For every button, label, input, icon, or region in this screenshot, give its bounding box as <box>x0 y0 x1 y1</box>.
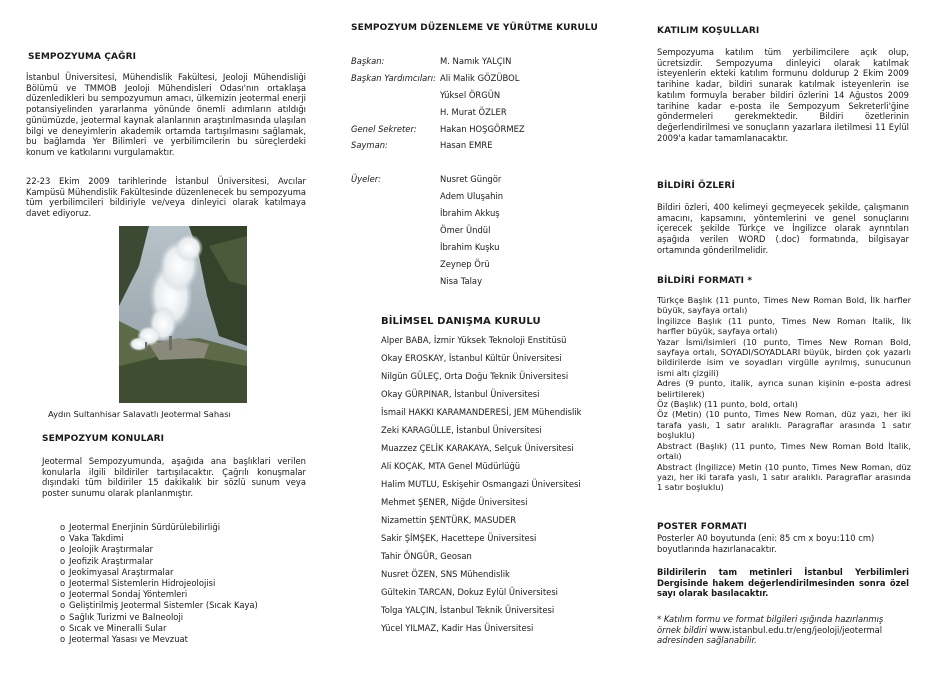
format-heading: BİLDİRİ FORMATI * <box>657 276 753 286</box>
ozler-paragraph: Bildiri özleri, 400 kelimeyi geçmeyecek şekilde, çalışmanın amacını, kapsamını, yöntemlerini ve genel sonuçlarını içerecek şekilde Türkçe ve İngilizce olarak ayrıntıları aşağıda verilen WORD (.doc) formatında, bilgisayar ortamında gönderilmelidir. <box>657 202 909 255</box>
advisor-item: Tahir ÖNGÜR, Geosan <box>381 551 472 561</box>
board-row: Zeynep Örü <box>440 259 490 269</box>
format-item: Abstract (İngilizce) Metin (10 punto, Times New Roman, düz yazı, her iki tarafa yaslı, 1 satır aralıklı. Paragraflar arasında 1 satır boşluklu) <box>657 461 911 493</box>
note-text: Katılım formu ve format bilgileri ışığında hazırlanmış örnek bildiri <box>657 614 884 635</box>
dergi-paragraph: Bildirilerin tam metinleri İstanbul Yerbilimleri Dergisinde hakem değerlendirilmesinden sonra özel sayı olarak basılacaktır. <box>657 567 909 599</box>
column-right <box>655 0 910 674</box>
format-item: İngilizce Başlık (11 punto, Times New Roman İtalik, İlk harfler büyük, sayfaya ortalı) <box>657 315 911 337</box>
advisor-item: Nizamettin ŞENTÜRK, MASUDER <box>381 515 517 525</box>
board-row: Ömer Ündül <box>440 225 491 235</box>
topic-item: o Sıcak ve Mineralli Sular <box>60 622 167 633</box>
cagri-paragraph-2: 22-23 Ekim 2009 tarihlerinde İstanbul Üniversitesi, Avcılar Kampüsü Mühendislik Fakültesinde düzenlenecek bu sempozyuma tüm yerbilimcileri bildiriyle ve/veya dinleyici olarak katılmaya davet ediyoruz. <box>26 176 306 219</box>
format-item: Öz (Başlık) (11 punto, bold, ortalı) <box>657 399 798 410</box>
format-item: Türkçe Başlık (11 punto, Times New Roman Bold, İlk harfler büyük, sayfaya ortalı) <box>657 295 911 316</box>
format-item: Yazar İsmi/İsimleri (10 punto, Times New Roman Bold, sayfaya ortalı, SOYADI/SOYADLARI büyük, birden çok yazarlı bildirilerde isim ve soyadları virgülle ayrılmış, sunucunun ismi altı çizgili) <box>657 336 911 378</box>
advisor-item: Ali KOÇAK, MTA Genel Müdürlüğü <box>381 461 521 471</box>
format-item: Abstract (Başlık) (11 punto, Times New Roman Bold İtalik, ortalı) <box>657 440 911 462</box>
column-left <box>26 0 306 674</box>
poster-paragraph: Posterler A0 boyutunda (eni: 85 cm x boyu:110 cm) boyutlarında hazırlanacaktır. <box>657 533 875 554</box>
advisor-item: Yücel YILMAZ, Kadir Has Üniversitesi <box>381 623 534 633</box>
topic-item: o Sağlık Turizmi ve Balneoloji <box>60 611 184 622</box>
katilim-paragraph: Sempozyuma katılım tüm yerbilimcilere açık olup, ücretsizdir. Sempozyuma dinleyici olarak katılmak isteyenlerin ekteki katılım formunu doldurup 2 Ekim 2009 tarihine kadar, bildiri sunarak katılmak isteyenlerin ise katılım formuyla beraber bildiri özlerini 14 Ağustos 2009 tarihine kadar e-posta ile Sempozyum Sekreterli'ğine göndermeleri gerekmektedir. Bildiri özetlerinin değerlendirilmesi ve sonuçların yazarlara iletilmesi 11 Eylül 2009'a kadar tamamlanacaktır. <box>657 47 909 143</box>
topic-item: o Jeokimyasal Araştırmalar <box>60 566 174 577</box>
cagri-paragraph-1: İstanbul Üniversitesi, Mühendislik Fakültesi, Jeoloji Mühendisliği Bölümü ve TMMOB Jeoloji Mühendisleri Odası'nın ortaklaşa düzenledikleri bu sempozyumun amacı, ülkemizin jeotermal enerji potansiyelinden yararlanma yönünde önemli adımların atıldığı günümüzde, jeotermal kaynak alanlarının araştırılmasında ulaşılan bilgi ve deneyimlerin akademik ortamda tartışılmasını sağlamak, bu bağlamda Yer Bilimleri ve yerbilimcilerin bu süreçlerdeki konum ve katkılarını vurgulamaktır. <box>26 72 306 157</box>
format-item: Adres (9 punto, italik, ayrıca sunan kişinin e-posta adresi belirtilerek) <box>657 378 911 399</box>
note-text-2: adresinden sağlanabilir. <box>657 635 757 646</box>
topic-item: o Jeofizik Araştırmalar <box>60 555 154 566</box>
advisor-item: İsmail HAKKI KARAMANDERESİ, JEM Mühendislik <box>381 407 582 417</box>
geothermal-field-photo <box>119 226 247 403</box>
advisor-item: Tolga YALÇIN, İstanbul Teknik Üniversitesi <box>381 605 555 615</box>
ozler-heading: BİLDİRİ ÖZLERİ <box>657 181 735 191</box>
advisor-item: Nilgün GÜLEÇ, Orta Doğu Teknik Üniversitesi <box>381 371 569 381</box>
photo-caption: Aydın Sultanhisar Salavatlı Jeotermal Sahası <box>48 409 231 419</box>
board-row: Sayman: Hasan EMRE <box>351 140 493 150</box>
note-star: * <box>657 614 664 624</box>
topic-item: o Jeotermal Sondaj Yöntemleri <box>60 589 188 600</box>
board-row: Başkan: M. Namık YALÇIN <box>351 56 512 66</box>
board-row: İbrahim Kuşku <box>440 242 500 252</box>
topic-item: o Jeolojik Araştırmalar <box>60 544 154 555</box>
format-item: Öz (Metin) (10 punto, Times New Roman, düz yazı, her iki tarafa yaslı, 1 satır aralıklı. Paragraflar arasında 1 satır boşluklu) <box>657 409 911 441</box>
advisor-item: Okay EROSKAY, İstanbul Kültür Üniversitesi <box>381 353 562 363</box>
konular-paragraph: Jeotermal Sempozyumunda, aşağıda ana başlıklari verilen konularla ilgili bildiriler tartışılacaktır. Çağrılı konuşmalar dışındaki tüm bildiriler 15 dakikalık bir sözlü sunum veya poster sunumu olarak planlanmıştır. <box>42 456 306 499</box>
topic-item: o Vaka Takdimi <box>60 533 124 544</box>
note-paragraph <box>657 614 909 646</box>
topic-item: o Geliştirilmiş Jeotermal Sistemler (Sıcak Kaya) <box>60 600 258 611</box>
format-list <box>657 295 911 493</box>
advisor-item: Muazzez ÇELİK KARAKAYA, Selçuk Üniversitesi <box>381 443 574 453</box>
katilim-heading: KATILIM KOŞULLARI <box>657 26 760 36</box>
note-url: www.istanbul.edu.tr/eng/jeoloji/jeotermal <box>706 624 883 635</box>
board-row: Adem Uluşahin <box>440 191 504 201</box>
kurul-heading: SEMPOZYUM DÜZENLEME VE YÜRÜTME KURULU <box>351 23 598 33</box>
board-row: Yüksel ÖRGÜN <box>440 90 501 100</box>
board-row: İbrahim Akkuş <box>440 208 500 218</box>
cagri-heading: SEMPOZYUMA ÇAĞRI <box>28 52 137 62</box>
board-row: Başkan Yardımcıları: Ali Malik GÖZÜBOL <box>351 73 520 83</box>
topic-item: o Jeotermal Enerjinin Sürdürülebilirliği <box>60 522 221 532</box>
topic-item: o Jeotermal Yasası ve Mevzuat <box>60 634 188 645</box>
board-row: Üyeler: Nusret Güngör <box>351 174 502 184</box>
advisor-item: Okay GÜRPINAR, İstanbul Üniversitesi <box>381 389 540 399</box>
advisor-item: Gültekin TARCAN, Dokuz Eylül Üniversitesi <box>381 587 559 597</box>
danisma-heading: BİLİMSEL DANIŞMA KURULU <box>381 316 541 327</box>
advisor-item: Nusret ÖZEN, SNS Mühendislik <box>381 569 510 579</box>
advisor-item: Zeki KARAGÜLLE, İstanbul Üniversitesi <box>381 425 542 435</box>
advisor-item: Halim MUTLU, Eskişehir Osmangazi Üniversitesi <box>381 479 581 489</box>
advisor-item: Sakir ŞİMŞEK, Hacettepe Üniversitesi <box>381 533 537 543</box>
board-row: H. Murat ÖZLER <box>440 107 507 117</box>
column-middle <box>346 0 616 674</box>
konular-heading: SEMPOZYUM KONULARI <box>42 434 165 444</box>
board-row: Genel Sekreter: Hakan HOŞGÖRMEZ <box>351 124 525 134</box>
board-row: Nisa Talay <box>440 276 483 286</box>
advisor-item: Alper BABA, İzmir Yüksek Teknoloji Enstitüsü <box>381 335 567 345</box>
poster-heading: POSTER FORMATI <box>657 522 747 532</box>
advisor-item: Mehmet ŞENER, Niğde Üniversitesi <box>381 497 528 507</box>
topics-list <box>60 522 258 645</box>
topic-item: o Jeotermal Sistemlerin Hidrojeolojisi <box>60 578 216 589</box>
